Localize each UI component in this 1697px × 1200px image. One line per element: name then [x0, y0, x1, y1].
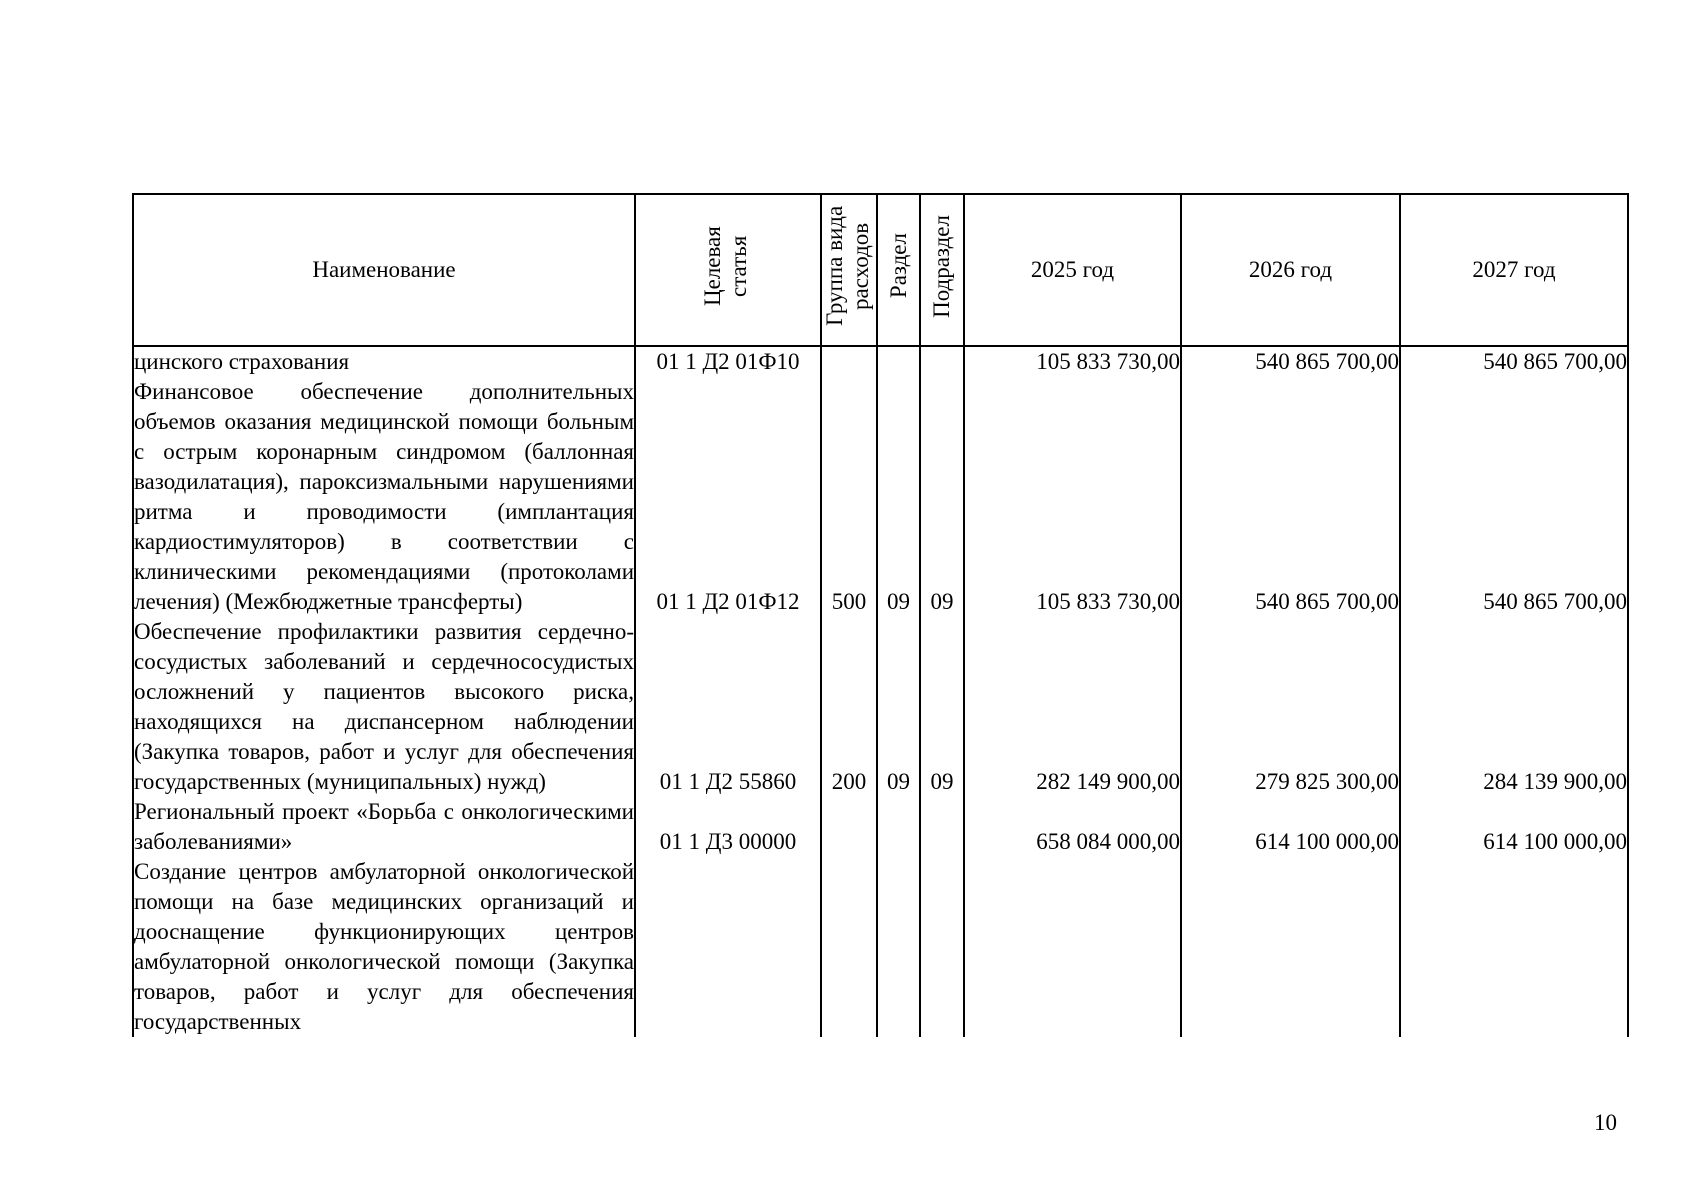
row-value-2026	[1181, 857, 1400, 1037]
header-target-article: Целевая статья	[635, 194, 821, 346]
table-header-row	[133, 194, 1628, 346]
table-row	[133, 797, 1628, 857]
row-target-article: 01 1 Д2 01Ф10	[635, 346, 821, 377]
row-name: цинского страхования	[133, 346, 635, 377]
header-expense-group: Группа вида расходов	[821, 194, 877, 346]
row-value-2027: 284 139 900,00	[1400, 617, 1628, 797]
row-value-2027: 614 100 000,00	[1400, 797, 1628, 857]
row-value-2025: 658 084 000,00	[964, 797, 1181, 857]
row-name: Обеспечение профилактики развития сердечно-сосудистых заболеваний и сердечнососудистых осложнений у пациентов высокого риска, находящихся на диспансерном наблюдении (Закупка товаров, работ и услуг для обеспечения государственных (муниципальных) нужд)	[133, 617, 635, 797]
row-value-2027: 540 865 700,00	[1400, 346, 1628, 377]
row-section: 09	[877, 377, 920, 617]
row-subsection: 09	[920, 377, 964, 617]
row-target-article: 01 1 Д2 01Ф12	[635, 377, 821, 617]
budget-table	[132, 193, 1629, 1037]
table-row	[133, 346, 1628, 377]
row-name: Финансовое обеспечение дополнительных объемов оказания медицинской помощи больным с острым коронарным синдромом (баллонная вазодилатация), пароксизмальными нарушениями ритма и проводимости (имплантация кардиостимуляторов) в соответствии с клиническими рекомендациями (протоколами лечения) (Межбюджетные трансферты)	[133, 377, 635, 617]
row-target-article: 01 1 Д2 55860	[635, 617, 821, 797]
row-value-2027: 540 865 700,00	[1400, 377, 1628, 617]
row-section	[877, 346, 920, 377]
row-value-2025: 105 833 730,00	[964, 346, 1181, 377]
row-section	[877, 857, 920, 1037]
row-subsection	[920, 857, 964, 1037]
header-section: Раздел	[877, 194, 920, 346]
row-value-2026: 614 100 000,00	[1181, 797, 1400, 857]
row-value-2026: 540 865 700,00	[1181, 377, 1400, 617]
row-section: 09	[877, 617, 920, 797]
row-expense-group	[821, 797, 877, 857]
row-expense-group	[821, 857, 877, 1037]
header-year-2026: 2026 год	[1181, 194, 1400, 346]
row-value-2026: 540 865 700,00	[1181, 346, 1400, 377]
header-subsection: Подраздел	[920, 194, 964, 346]
row-subsection: 09	[920, 617, 964, 797]
row-expense-group	[821, 346, 877, 377]
row-target-article: 01 1 Д3 00000	[635, 797, 821, 857]
row-value-2027	[1400, 857, 1628, 1037]
row-target-article	[635, 857, 821, 1037]
row-section	[877, 797, 920, 857]
header-name: Наименование	[133, 194, 635, 346]
row-expense-group: 500	[821, 377, 877, 617]
row-name: Региональный проект «Борьба с онкологическими заболеваниями»	[133, 797, 635, 857]
header-year-2025: 2025 год	[964, 194, 1181, 346]
row-name: Создание центров амбулаторной онкологической помощи на базе медицинских организаций и дооснащение функционирующих центров амбулаторной онкологической помощи (Закупка товаров, работ и услуг для обеспечения государственных	[133, 857, 635, 1037]
row-value-2026: 279 825 300,00	[1181, 617, 1400, 797]
row-subsection	[920, 346, 964, 377]
table-row	[133, 377, 1628, 617]
row-subsection	[920, 797, 964, 857]
row-value-2025	[964, 857, 1181, 1037]
header-year-2027: 2027 год	[1400, 194, 1628, 346]
table-row	[133, 617, 1628, 797]
row-value-2025: 105 833 730,00	[964, 377, 1181, 617]
row-expense-group: 200	[821, 617, 877, 797]
page-number: 10	[1594, 1110, 1617, 1135]
table-row	[133, 857, 1628, 1037]
row-value-2025: 282 149 900,00	[964, 617, 1181, 797]
